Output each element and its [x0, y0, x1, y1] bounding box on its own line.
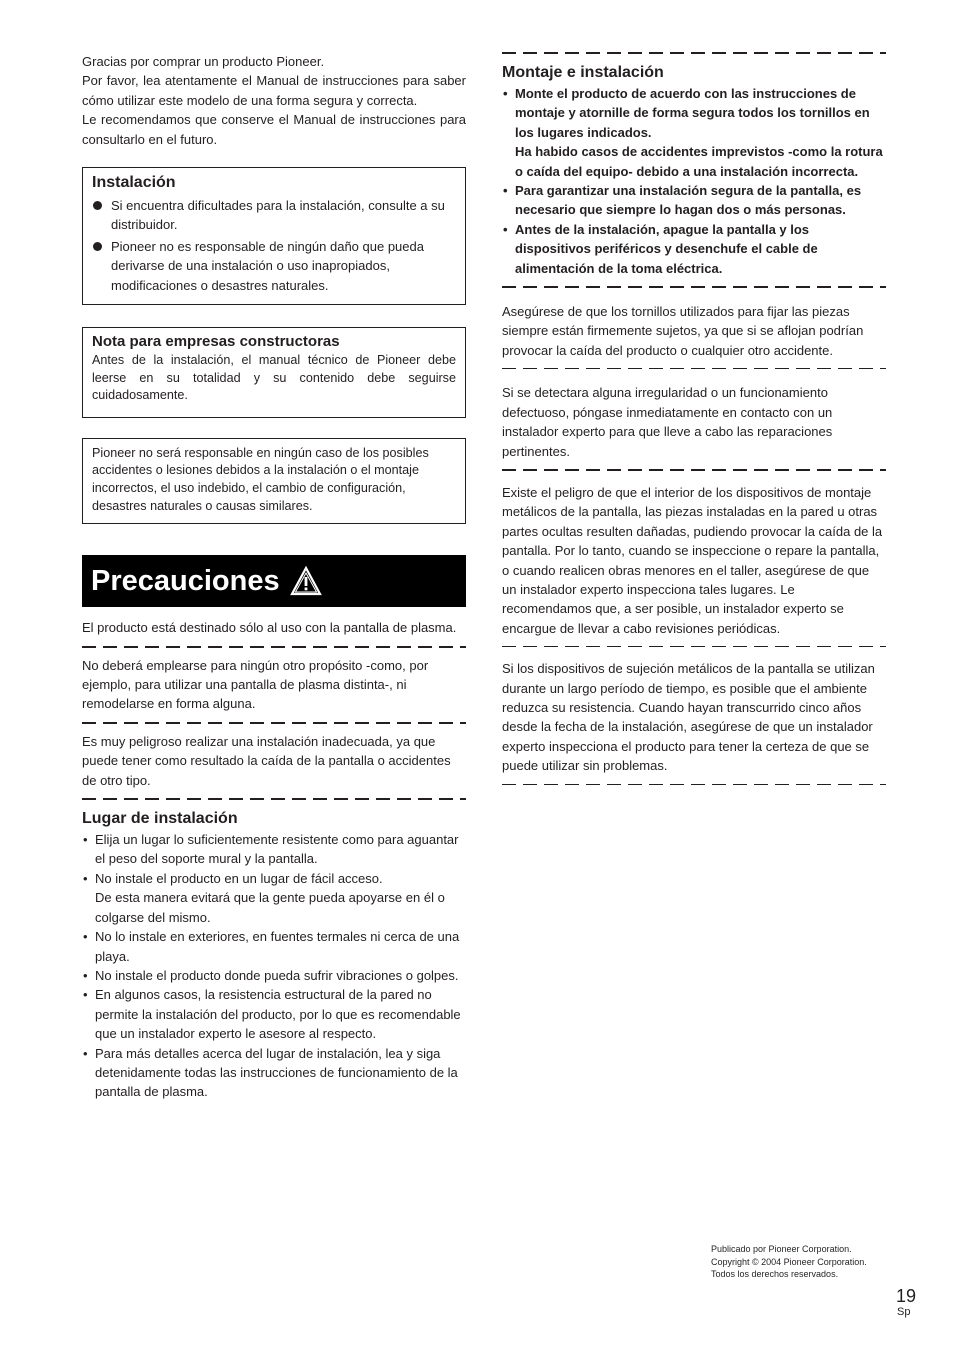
list-item: [82, 830, 466, 869]
responsabilidad-box: [82, 438, 466, 524]
intro-line: Por favor, lea atentamente el Manual de instrucciones para saber cómo utilizar este modelo de una forma segura y correcta.: [82, 73, 466, 108]
precaucion-paragraph: Es muy peligroso realizar una instalación inadecuada, ya que puede tener como resultado la caída de la pantalla o accidentes de otro tipo.: [82, 733, 451, 788]
bullet-icon: •: [83, 1045, 88, 1061]
dashed-divider: [82, 798, 466, 800]
right-paragraph: Asegúrese de que los tornillos utilizados para fijar las piezas siempre están firmemente sujetos, ya que si se aflojan podrían provocar la caída del producto o cualquier otro accidente.: [502, 304, 864, 358]
list-item: [502, 84, 886, 181]
list-item: [82, 869, 466, 927]
list-item: [92, 237, 456, 295]
publisher-notice: [711, 1243, 867, 1281]
list-item: [82, 1044, 466, 1102]
dashed-divider: [502, 286, 886, 288]
warning-icon: [290, 566, 322, 596]
list-item-text: No instale el producto donde pueda sufrir vibraciones o golpes.: [95, 967, 459, 983]
responsabilidad-text: Pioneer no será responsable en ningún caso de los posibles accidentes o lesiones debidos a la instalación o el montaje incorrectos, el uso indebido, el cambio de configuración, desastres naturales o causas similares.: [92, 445, 429, 513]
bullet-icon: •: [83, 870, 88, 886]
bullet-icon: •: [83, 987, 88, 1003]
lugar-title: Lugar de instalación: [82, 810, 238, 828]
bullet-icon: •: [503, 86, 508, 101]
list-item-text: No instale el producto en un lugar de fácil acceso.: [95, 870, 383, 886]
page-language: Sp: [897, 1306, 911, 1318]
bullet-icon: •: [503, 183, 508, 199]
nota-title: Nota para empresas constructoras: [92, 333, 340, 351]
bullet-icon: •: [83, 967, 88, 983]
list-item-text: Para garantizar una instalación segura de la pantalla, es necesario que siempre lo hagan dos o más personas.: [515, 183, 862, 218]
precauciones-banner: [82, 555, 466, 607]
list-item: [82, 927, 466, 966]
dashed-divider: [502, 469, 886, 471]
dashed-divider: [502, 784, 886, 785]
montaje-title: Montaje e instalación: [502, 64, 664, 81]
left-column: [82, 52, 466, 1102]
footer-line: Copyright © 2004 Pioneer Corporation.: [711, 1256, 867, 1267]
precaucion-paragraph: No deberá emplearse para ningún otro propósito -como, por ejemplo, para utilizar una pantalla de plasma distinta-, ni remodelarse en forma alguna.: [82, 657, 429, 712]
bullet-icon: •: [83, 929, 88, 945]
dashed-divider: [502, 52, 886, 54]
list-item: [502, 220, 886, 278]
dashed-divider: [82, 646, 466, 648]
bullet-icon: [93, 201, 102, 210]
list-item: [82, 966, 466, 985]
list-item-text: Elija un lugar lo suficientemente resistente como para aguantar el peso del soporte mural y la pantalla.: [95, 832, 459, 867]
nota-text: Antes de la instalación, el manual técnico de Pioneer debe leerse en su totalidad y su contenido debe seguirse cuidadosamente.: [92, 353, 456, 403]
list-item-text: Para más detalles acerca del lugar de instalación, lea y siga detenidamente todas las instrucciones de funcionamiento de la pantalla de plasma.: [95, 1045, 458, 1100]
footer-line: Publicado por Pioneer Corporation.: [711, 1244, 852, 1254]
list-item: [92, 196, 456, 235]
dashed-divider: [82, 722, 466, 724]
list-item-text: Antes de la instalación, apague la pantalla y los dispositivos periféricos y desenchufe el cable de alimentación de la toma eléctrica.: [515, 221, 818, 276]
list-item: [82, 985, 466, 1043]
intro-text: [82, 52, 466, 149]
lugar-list: [82, 830, 466, 1102]
dashed-divider: [502, 646, 886, 647]
montaje-list: [502, 84, 886, 278]
list-item-text: No lo instale en exteriores, en fuentes termales ni cerca de una playa.: [95, 929, 460, 964]
page-number: 19: [896, 1286, 917, 1306]
right-paragraph: Si los dispositivos de sujeción metálicos de la pantalla se utilizan durante un largo período de tiempo, es posible que el ambiente reduzca su resistencia. Cuando hayan transcurrido cinco años desde la fecha de la instalación, asegúrese de que un instalador experto inspecciona el producto para tener la certeza de que se puede utilizar sin problemas.: [502, 661, 875, 774]
nota-box: [82, 327, 466, 418]
list-item-text: En algunos casos, la resistencia estructural de la pared no permite la instalación del producto, por lo que es recomendable que un instalador experto le asesore al respecto.: [95, 987, 461, 1042]
precauciones-title: Precauciones: [91, 564, 280, 597]
footer-line: Todos los derechos reservados.: [711, 1269, 839, 1279]
right-paragraph: Si se detectara alguna irregularidad o un funcionamiento defectuoso, póngase inmediatamente en contacto con un instalador experto para que lleve a cabo las reparaciones pertinentes.: [502, 385, 833, 459]
bullet-icon: [93, 242, 102, 251]
list-item-text: Monte el producto de acuerdo con las instrucciones de montaje y atornille de forma segura todos los tornillos en los lugares indicados.: [515, 86, 870, 140]
instalacion-box: [82, 167, 466, 305]
list-item-text: Si encuentra dificultades para la instalación, consulte a su distribuidor.: [111, 198, 445, 233]
intro-line: Gracias por comprar un producto Pioneer.: [82, 54, 325, 69]
list-item-text: Pioneer no es responsable de ningún daño que pueda derivarse de una instalación o uso inapropiados, modificaciones o desastres naturales.: [111, 238, 424, 293]
list-item-text: Ha habido casos de accidentes imprevistos -como la rotura o caída del equipo- debido a una instalación incorrecta.: [515, 144, 883, 179]
bullet-icon: •: [83, 832, 88, 848]
intro-line: Le recomendamos que conserve el Manual de instrucciones para consultarlo en el futuro.: [82, 112, 466, 147]
precaucion-paragraph: El producto está destinado sólo al uso con la pantalla de plasma.: [82, 620, 457, 636]
dashed-divider: [502, 368, 886, 369]
list-item: [502, 181, 886, 220]
right-column: [502, 52, 886, 793]
right-paragraph: Existe el peligro de que el interior de los dispositivos de montaje metálicos de la pantalla, las piezas instaladas en la pared u otras partes ocultas resulten dañadas, pudiendo provocar la caída de la pantalla. Por lo tanto, cuando se inspeccione o repare la pantalla, o cuando realicen obras menores en el taller, asegúrese de que un instalador experto inspecciona tales lugares. Le recomendamos que, a ser posible, un instalador experto se encargue de llevar a cabo revisiones periódicas.: [502, 484, 883, 636]
bullet-icon: •: [503, 221, 508, 237]
instalacion-title: Instalación: [92, 174, 176, 192]
list-item-text: De esta manera evitará que la gente pueda apoyarse en él o colgarse del mismo.: [95, 890, 445, 925]
